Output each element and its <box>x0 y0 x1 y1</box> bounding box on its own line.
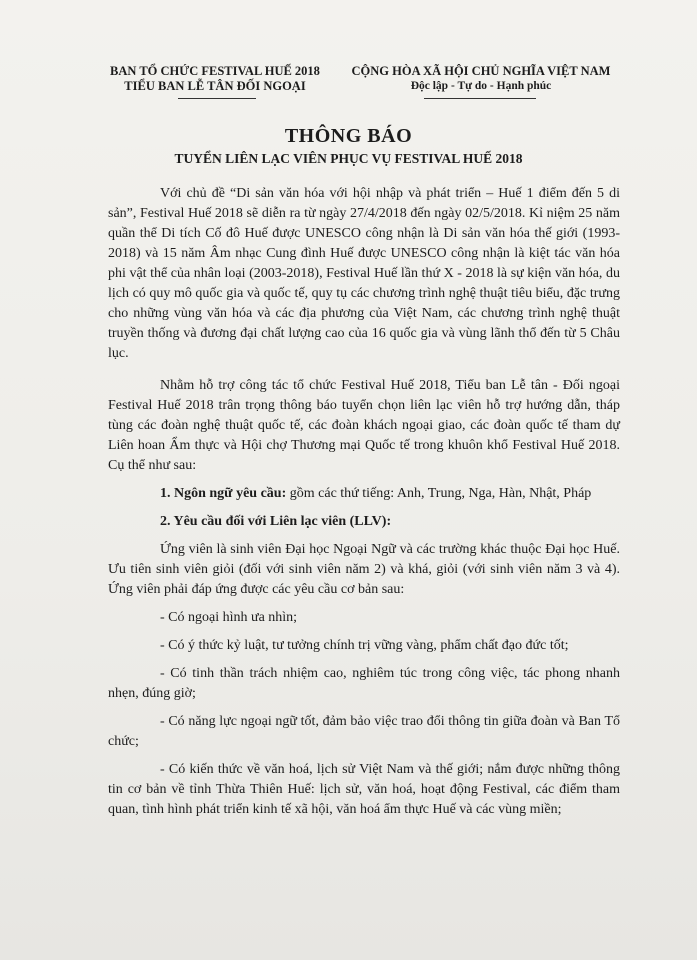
document-body <box>108 184 620 828</box>
section-language <box>108 484 620 504</box>
requirement-item: - Có ngoại hình ưa nhìn; <box>160 610 298 625</box>
org-line-2: TIỂU BAN LỄ TÂN ĐỐI NGOẠI <box>124 79 306 93</box>
purpose-paragraph: Nhằm hỗ trợ công tác tổ chức Festival Huế 2018, Tiểu ban Lễ tân - Đối ngoại Festival Huế 2018 trân trọng thông báo tuyển chọn liên lạc viên hỗ trợ hướng dẫn, tháp tùng các đoàn nghệ thuật quốc tế, các đoàn khách ngoại giao, các đoàn quốc tế tham dự Liên hoan Ẩm thực và Hội chợ Thương mại Quốc tế trong khuôn khổ Festival Huế 2018. Cụ thể như sau: <box>108 378 620 473</box>
country-name: CỘNG HÒA XÃ HỘI CHỦ NGHĨA VIỆT NAM <box>351 64 611 78</box>
document-title: THÔNG BÁO <box>284 125 413 147</box>
section-language-text: gồm các thứ tiếng: Anh, Trung, Nga, Hàn, Nhật, Pháp <box>286 486 592 501</box>
national-header <box>340 64 622 94</box>
requirement-item: - Có tinh thần trách nhiệm cao, nghiêm túc trong công việc, tác phong nhanh nhẹn, đúng giờ; <box>108 666 620 701</box>
requirements-intro: Ứng viên là sinh viên Đại học Ngoại Ngữ và các trường khác thuộc Đại học Huế. Ưu tiên sinh viên giỏi (đối với sinh viên năm 2) và khá, giỏi (với sinh viên năm 3 và 4). Ứng viên phải đáp ứng được các yêu cầu cơ bản sau: <box>108 542 620 597</box>
org-underline <box>178 98 256 99</box>
document-subtitle: TUYỂN LIÊN LẠC VIÊN PHỤC VỤ FESTIVAL HUẾ 2018 <box>174 151 523 166</box>
requirement-item: - Có năng lực ngoại ngữ tốt, đảm bảo việc trao đổi thông tin giữa đoàn và Ban Tổ chức; <box>108 714 620 749</box>
org-header <box>96 64 334 94</box>
section-language-heading: 1. Ngôn ngữ yêu cầu: <box>160 486 287 501</box>
section-requirements-heading: 2. Yêu cầu đối với Liên lạc viên (LLV): <box>160 514 392 529</box>
org-line-1: BAN TỔ CHỨC FESTIVAL HUẾ 2018 <box>110 64 320 78</box>
intro-paragraph: Với chủ đề “Di sản văn hóa với hội nhập và phát triển – Huế 1 điểm đến 5 di sản”, Festival Huế 2018 sẽ diễn ra từ ngày 27/4/2018 đến ngày 02/5/2018. Kỉ niệm 25 năm quần thể Di tích Cố đô Huế được UNESCO công nhận là Di sản văn hóa thế giới (1993-2018) và 15 năm Âm nhạc Cung đình Huế được UNESCO công nhận là kiệt tác văn hóa phi vật thể của nhân loại (2003-2018), Festival Huế lần thứ X - 2018 là sự kiện văn hóa, du lịch có quy mô quốc gia và quốc tế, quy tụ các chương trình nghệ thuật tiêu biểu, đặc trưng cho những vùng văn hóa và các địa phương của Việt Nam, các chương trình nghệ thuật truyền thống và đương đại chất lượng cao của 16 quốc gia và vùng lãnh thổ đến từ 5 Châu lục. <box>108 186 620 361</box>
national-motto: Độc lập - Tự do - Hạnh phúc <box>410 80 552 92</box>
requirement-item: - Có kiến thức về văn hoá, lịch sử Việt Nam và thế giới; nắm được những thông tin cơ bản về tỉnh Thừa Thiên Huế: lịch sử, văn hoá, hoạt động Festival, các điểm tham quan, tình hình phát triển kinh tế xã hội, văn hoá ẩm thực Huế và các vùng miền; <box>108 762 620 817</box>
requirement-item: - Có ý thức kỷ luật, tư tưởng chính trị vững vàng, phẩm chất đạo đức tốt; <box>160 638 569 653</box>
motto-underline <box>424 98 536 99</box>
